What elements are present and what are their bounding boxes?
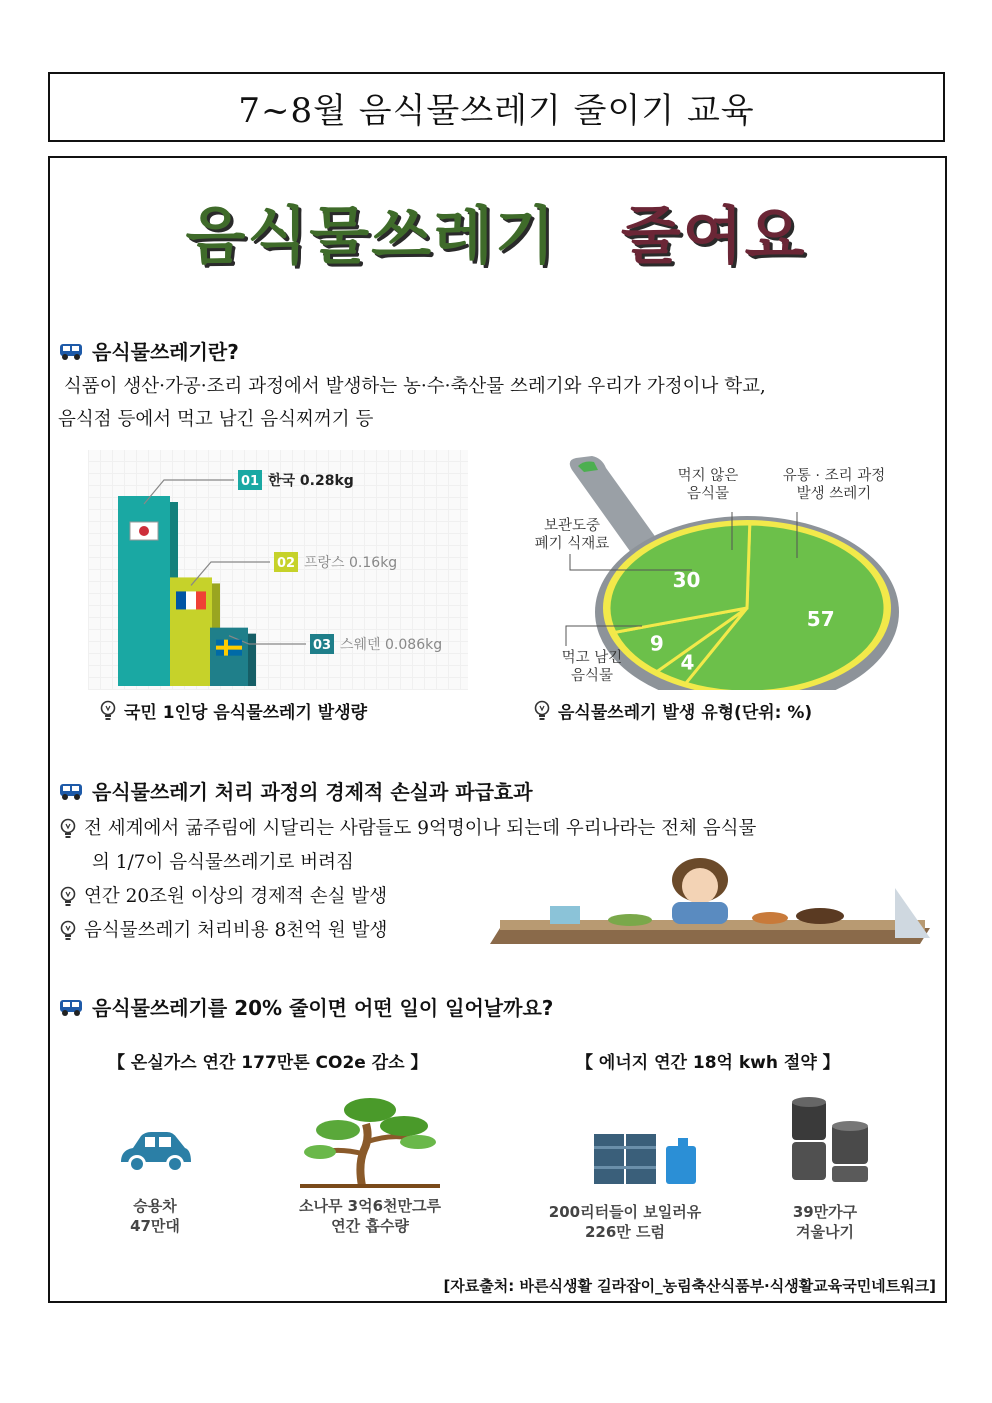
bar-스웨덴	[210, 628, 248, 686]
korea-flag-emblem	[139, 526, 149, 536]
page-title-text: 7~8월 음식물쓰레기 줄이기 교육	[238, 90, 755, 131]
tree-stat-line2: 연간 흡수량	[331, 1217, 409, 1235]
source-citation: [자료출처: 바른식생활 길라잡이_농림축산식품부·식생활교육국민네트워크]	[443, 1277, 936, 1295]
lightbulb-icon	[534, 700, 550, 722]
lightbulb-icon	[100, 700, 116, 722]
oil-drum-icon	[592, 1128, 702, 1192]
bar-chart-caption	[100, 698, 367, 723]
drum-stat-line1: 200리터들이 보일러유	[548, 1203, 702, 1221]
section1-heading	[58, 336, 239, 365]
energy-heading: 【 에너지 연간 18억 kwh 절약 】	[576, 1053, 840, 1073]
bar-number: 01	[240, 474, 260, 489]
food-waste-illustration	[490, 858, 935, 948]
section3-title: 음식물쓰레기를 20% 줄이면 어떤 일이 일어날까요?	[92, 996, 554, 1020]
pie-label-storage: 보관도중 폐기 식재료	[534, 518, 610, 552]
banner-word-2: 줄여요	[620, 199, 807, 272]
greenhouse-heading: 【 온실가스 연간 177만톤 CO2e 감소 】	[108, 1053, 428, 1073]
coal-briquette-icon	[788, 1094, 884, 1184]
car-stat-line1: 승용차	[133, 1197, 177, 1215]
section2-heading	[58, 776, 533, 805]
tree-stat-line1: 소나무 3억6천만그루	[298, 1197, 442, 1215]
car-illustration-icon	[115, 1128, 195, 1180]
page-title	[48, 72, 945, 142]
car-icon	[58, 341, 84, 361]
bullet3: 음식물쓰레기 처리비용 8천억 원 발생	[84, 920, 388, 941]
section3-heading	[58, 992, 553, 1021]
pie-chart	[532, 450, 902, 690]
france-flag	[176, 591, 186, 609]
bar-side	[248, 634, 256, 686]
sweden-cross-h	[216, 646, 242, 650]
section1-line1: 식품이 생산·가공·조리 과정에서 발생하는 농·수·축산물 쓰레기와 우리가 가정이나 학교,	[58, 376, 766, 397]
bullet1-line2: 의 1/7이 음식물쓰레기로 버려짐	[92, 852, 354, 873]
coal-stat	[770, 1202, 880, 1242]
pie-chart-caption	[534, 698, 812, 723]
pie-value-storage: 9	[649, 631, 664, 656]
france-flag-white	[186, 591, 196, 609]
pie-value-leftover: 30	[672, 568, 701, 593]
drum-stat-line2: 226만 드럼	[584, 1223, 665, 1241]
pine-tree-icon	[300, 1094, 440, 1188]
section2-title: 음식물쓰레기 처리 과정의 경제적 손실과 파급효과	[92, 780, 533, 804]
car-stat	[100, 1196, 210, 1236]
drum-stat	[540, 1202, 710, 1242]
bar-label-한국: 한국 0.28kg	[268, 473, 354, 489]
bullet2: 연간 20조원 이상의 경제적 손실 발생	[84, 886, 388, 907]
bar-label-프랑스: 프랑스 0.16kg	[304, 555, 398, 571]
france-flag-red	[196, 591, 206, 609]
banner-word-1: 음식물쓰레기	[185, 199, 557, 272]
car-icon	[58, 781, 84, 801]
bullet1-line1: 전 세계에서 굶주림에 시달리는 사람들도 9억명이나 되는데 우리나라는 전체 음식물	[84, 818, 757, 839]
bar-chart-svg	[88, 450, 468, 690]
pie-label-leftover: 먹고 남긴 음식물	[561, 650, 623, 684]
bar-chart	[88, 450, 468, 690]
coal-stat-line1: 39만가구	[792, 1203, 858, 1221]
lightbulb-icon	[60, 818, 76, 840]
lightbulb-icon	[60, 920, 76, 942]
pie-value-distribution: 57	[806, 606, 835, 631]
pie-label-uneaten: 먹지 않은 음식물	[677, 468, 739, 502]
section1-line2: 음식점 등에서 먹고 남긴 음식찌꺼기 등	[58, 409, 374, 430]
pie-chart-caption-text: 음식물쓰레기 발생 유형(단위: %)	[558, 703, 813, 723]
pie-value-uneaten: 4	[680, 650, 695, 675]
car-stat-line2: 47만대	[130, 1217, 180, 1235]
banner	[0, 186, 992, 275]
bar-number: 03	[312, 638, 332, 653]
tree-stat	[285, 1196, 455, 1236]
pie-label-distribution: 유통 · 조리 과정 발생 쓰레기	[782, 468, 886, 502]
bullet-item	[60, 812, 940, 846]
section1-title: 음식물쓰레기란?	[92, 340, 239, 364]
bar-label-스웨덴: 스웨덴 0.086kg	[340, 637, 443, 653]
lightbulb-icon	[60, 886, 76, 908]
bar-number: 02	[276, 556, 296, 571]
pie-chart-svg	[532, 450, 902, 690]
coal-stat-line2: 겨울나기	[796, 1223, 854, 1241]
car-icon	[58, 997, 84, 1017]
bar-chart-caption-text: 국민 1인당 음식물쓰레기 발생량	[124, 703, 368, 723]
